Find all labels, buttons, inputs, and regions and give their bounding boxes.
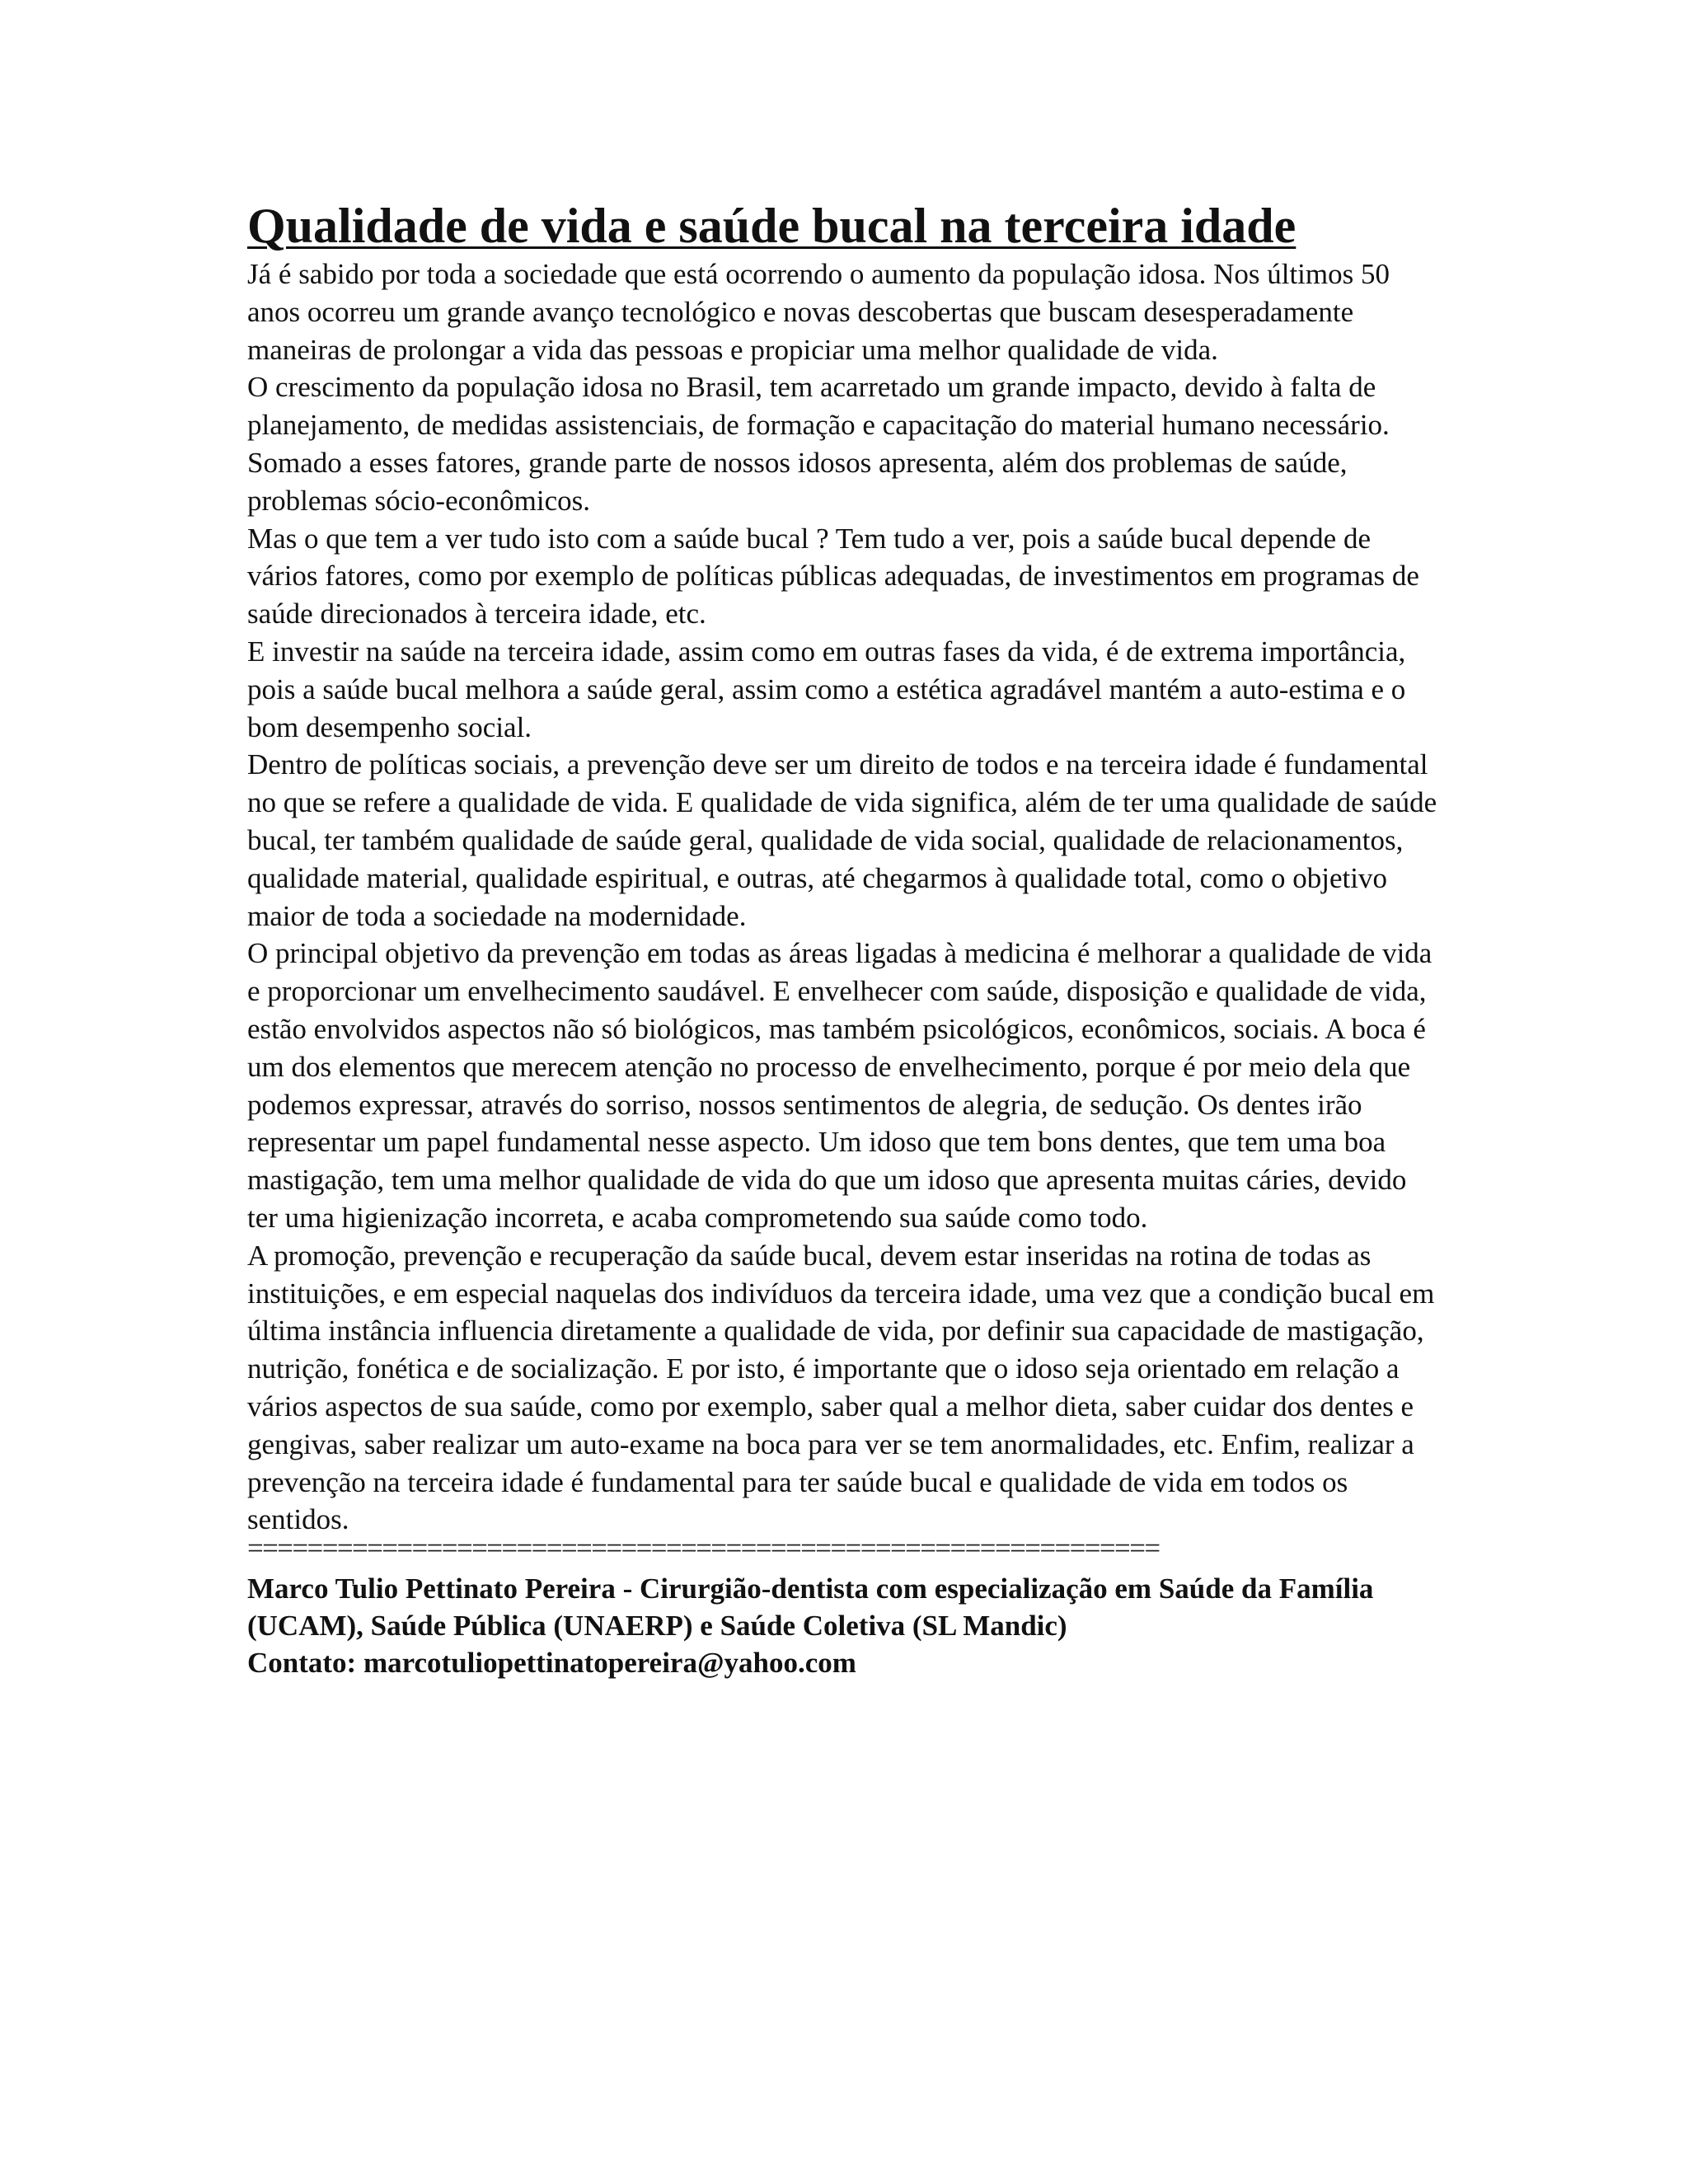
separator-line: ============================================================= [247,1539,1160,1564]
paragraph-7: A promoção, prevenção e recuperação da saúde bucal, devem estar inseridas na rotina de todas as instituições, e em especial naquelas dos indivíduos da terceira idade, uma vez que a condição bucal em última instância influencia diretamente a qualidade de vida, por definir sua capacidade de mastigação, nutrição, fonética e de socialização. E por isto, é importante que o idoso seja orientado em relação a vários aspectos de sua saúde, como por exemplo, saber qual a melhor dieta, saber cuidar dos dentes e gengivas, saber realizar um auto-exame na boca para ver se tem anormalidades, etc. Enfim, realizar a prevenção na terceira idade é fundamental para ter saúde bucal e qualidade de vida em todos os sentidos. [247,1239,1435,1536]
paragraph-6: O principal objetivo da prevenção em todas as áreas ligadas à medicina é melhorar a qualidade de vida e proporcionar um envelhecimento saudável. E envelhecer com saúde, disposição e qualidade de vida, estão envolvidos aspectos não só biológicos, mas também psicológicos, econômicos, sociais. A boca é um dos elementos que merecem atenção no processo de envelhecimento, porque é por meio dela que podemos expressar, através do sorriso, nossos sentimentos de alegria, de sedução. Os dentes irão representar um papel fundamental nesse aspecto. Um idoso que tem bons dentes, que tem uma boa mastigação, tem uma melhor qualidade de vida do que um idoso que apresenta muitas cáries, devido ter uma higienização incorreta, e acaba comprometendo sua saúde como todo. [247,937,1432,1234]
author-contact: Contato: marcotuliopettinatopereira@yahoo.com [247,1647,856,1680]
paragraph-5: Dentro de políticas sociais, a prevenção deve ser um direito de todos e na terceira idade é fundamental no que se refere a qualidade de vida. E qualidade de vida significa, além de ter uma qualidade de saúde bucal, ter também qualidade de saúde geral, qualidade de vida social, qualidade de relacionamentos, qualidade material, qualidade espiritual, e outras, até chegarmos à qualidade total, como o objetivo maior de toda a sociedade na modernidade. [247,748,1437,932]
author-block [247,1570,1442,1681]
paragraph-2: O crescimento da população idosa no Brasil, tem acarretado um grande impacto, devido à falta de planejamento, de medidas assistenciais, de formação e capacitação do material humano necessário. Somado a esses fatores, grande parte de nossos idosos apresenta, além dos problemas de saúde, problemas sócio-econômicos. [247,371,1390,517]
paragraph-3: Mas o que tem a ver tudo isto com a saúde bucal ? Tem tudo a ver, pois a saúde bucal depende de vários fatores, como por exemplo de políticas públicas adequadas, de investimentos em programas de saúde direcionados à terceira idade, etc. [247,522,1419,630]
document-page [247,196,1442,1681]
document-title: Qualidade de vida e saúde bucal na terceira idade [247,199,1296,253]
paragraph-4: E investir na saúde na terceira idade, assim como em outras fases da vida, é de extrema importância, pois a saúde bucal melhora a saúde geral, assim como a estética agradável mantém a auto-estima e o bom desempenho social. [247,635,1406,743]
article-body [247,255,1442,1539]
paragraph-1: Já é sabido por toda a sociedade que está ocorrendo o aumento da população idosa. Nos últimos 50 anos ocorreu um grande avanço tecnológico e novas descobertas que buscam desesperadamente maneiras de prolongar a vida das pessoas e propiciar uma melhor qualidade de vida. [247,258,1390,366]
author-credentials: Marco Tulio Pettinato Pereira - Cirurgião-dentista com especialização em Saúde da Família (UCAM), Saúde Pública (UNAERP) e Saúde Coletiva (SL Mandic) [247,1572,1374,1643]
